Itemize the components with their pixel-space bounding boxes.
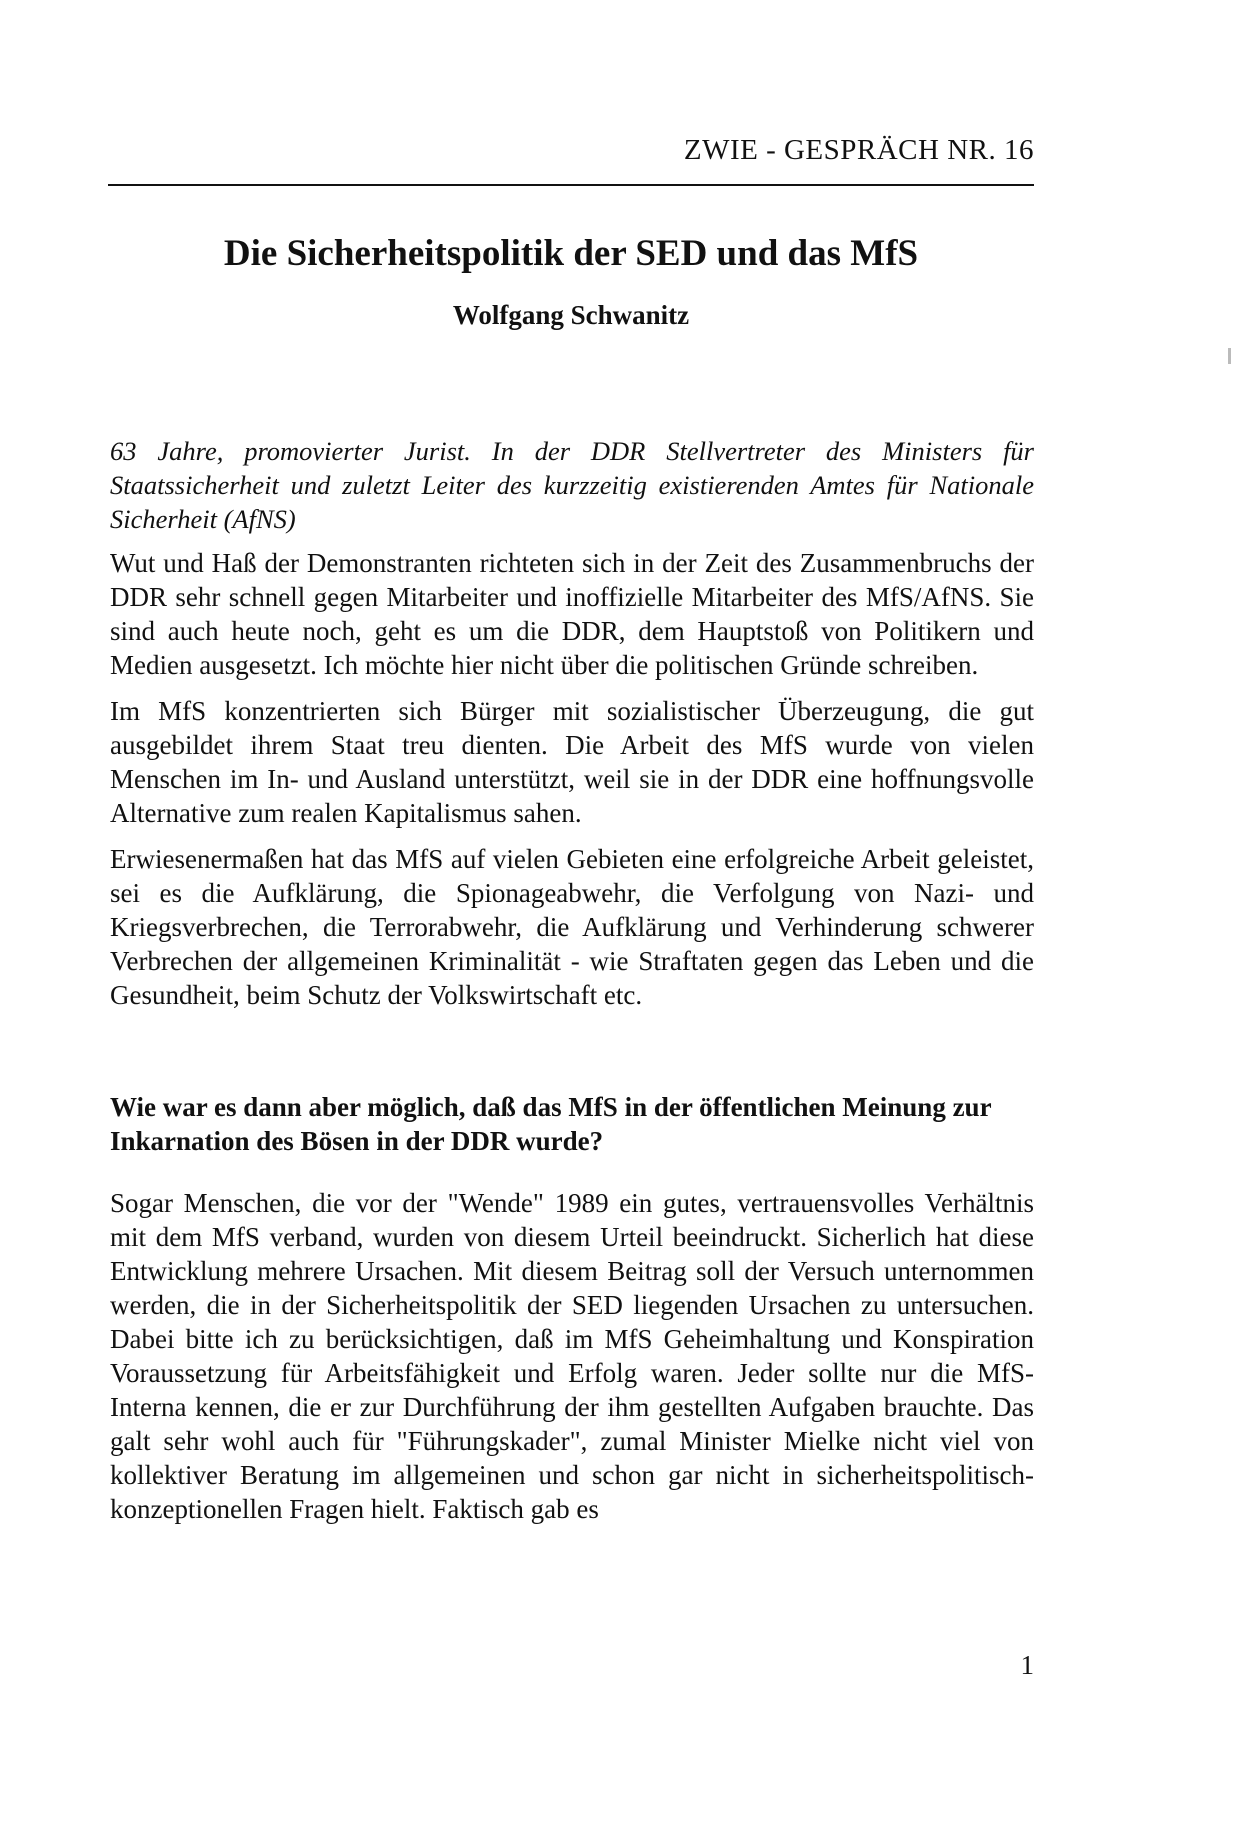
interview-question: Wie war es dann aber möglich, daß das MfS in der öffentlichen Meinung zur Inkarnation des Bösen in der DDR wurde?	[110, 1092, 992, 1156]
article-title: Die Sicherheitspolitik der SED und das MfS	[223, 233, 919, 274]
header-rule	[108, 184, 1034, 186]
body-paragraph: Im MfS konzentrierten sich Bürger mit sozialistischer Überzeugung, die gut ausgebildet ihrem Staat treu dienten. Die Arbeit des MfS wurde von vielen Menschen im In- und Ausland unterstützt, weil sie in der DDR eine hoffnungsvolle Alternative zum realen Kapitalismus sahen.	[110, 696, 1034, 828]
running-header: ZWIE - GESPRÄCH NR. 16	[683, 134, 1034, 166]
page-number: 1	[1020, 1650, 1034, 1680]
interview-answer: Sogar Menschen, die vor der "Wende" 1989 ein gutes, vertrauensvolles Verhältnis mit dem MfS verband, wurden von diesem Urteil beeindruckt. Sicherlich hat diese Entwicklung mehrere Ursachen. Mit diesem Beitrag soll der Versuch unternommen werden, die in der Sicherheitspolitik der SED liegenden Ursachen zu untersuchen. Dabei bitte ich zu berücksichtigen, daß im MfS Geheimhaltung und Konspiration Voraussetzung für Arbeitsfähigkeit und Erfolg waren. Jeder sollte nur die MfS-Interna kennen, die er zur Durchführung der ihm gestellten Aufgaben brauchte. Das galt sehr wohl auch für "Führungskader", zumal Minister Mielke nicht viel von kollektiver Beratung im allgemeinen und schon gar nicht in sicherheitspolitisch-konzeptionellen Fragen hielt. Faktisch gab es	[110, 1188, 1034, 1524]
article-body	[110, 434, 1034, 1538]
body-paragraph: Erwiesenermaßen hat das MfS auf vielen Gebieten eine erfolgreiche Arbeit geleistet, sei es die Aufklärung, die Spionageabwehr, die Verfolgung von Nazi- und Kriegsverbrechen, die Terrorabwehr, die Aufklärung und Verhinderung schwerer Verbrechen der allgemeinen Kriminalität - wie Straftaten gegen das Leben und die Gesundheit, beim Schutz der Volkswirtschaft etc.	[110, 844, 1034, 1010]
author-bio: 63 Jahre, promovierter Jurist. In der DDR Stellvertreter des Ministers für Staatssicherheit und zuletzt Leiter des kurzzeitig existierenden Amtes für Nationale Sicherheit (AfNS)	[110, 436, 1034, 534]
body-paragraph: Wut und Haß der Demonstranten richteten sich in der Zeit des Zusammenbruchs der DDR sehr schnell gegen Mitarbeiter und inoffizielle Mitarbeiter des MfS/AfNS. Sie sind auch heute noch, geht es um die DDR, dem Hauptstoß von Politikern und Medien ausgesetzt. Ich möchte hier nicht über die politischen Gründe schreiben.	[110, 548, 1034, 680]
scan-artifact	[1228, 348, 1231, 364]
author-name: Wolfgang Schwanitz	[452, 300, 690, 330]
